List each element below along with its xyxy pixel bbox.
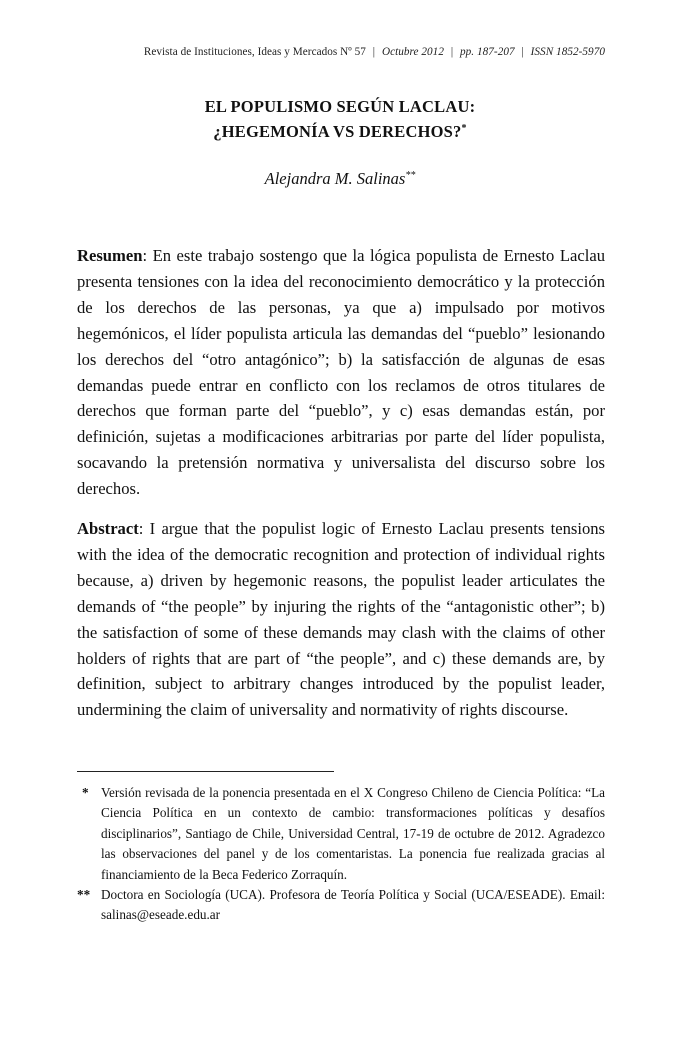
author-name — [0, 169, 680, 189]
footnote-2 — [77, 885, 605, 926]
footnote-marker: * — [82, 785, 89, 800]
title-line-1: EL POPULISMO SEGÚN LACLAU: — [204, 97, 476, 116]
article-title — [0, 96, 680, 143]
resumen-paragraph — [77, 243, 605, 502]
journal-name: Revista de Instituciones, Ideas y Mercados Nº 57 — [143, 46, 366, 58]
header-separator: | — [450, 46, 454, 58]
footnote-1 — [77, 783, 605, 885]
title-footnote-marker[interactable]: * — [461, 123, 467, 134]
footnote-divider — [77, 771, 334, 772]
page-range: pp. 187-207 — [460, 46, 515, 58]
author-footnote-marker[interactable]: ** — [405, 170, 416, 181]
footnote-text: Doctora en Sociología (UCA). Profesora de Teoría Política y Social (UCA/ESEADE). Email: salinas@eseade.edu.ar — [101, 887, 605, 923]
abstract-label: Abstract — [77, 519, 139, 538]
running-header — [0, 46, 605, 58]
footnote-marker: ** — [77, 887, 91, 903]
footnotes — [77, 783, 605, 926]
issue-date: Octubre 2012 — [381, 46, 444, 58]
header-separator: | — [372, 46, 376, 58]
footnote-text: Versión revisada de la ponencia presentada en el X Congreso Chileno de Ciencia Política: “La Ciencia Política en un contexto de cambio: transformaciones políticas y desafíos disciplinarios”, Santiago de Chile, Universidad Central, 17-19 de octubre de 2012. Agradezco las observaciones del panel y de los comentaristas. La ponencia fue realizada gracias al financiamiento de la Beca Federico Zorraquín. — [101, 785, 605, 882]
author-name-text: Alejandra M. Salinas — [264, 169, 406, 188]
resumen-label: Resumen — [77, 246, 143, 265]
abstract-text: : I argue that the populist logic of Ernesto Laclau presents tensions with the idea of the democratic recognition and protection of individual rights because, a) driven by hegemonic reasons, the populist leader articulates the demands of “the people” by injuring the rights of the “antagonistic other”; b) the satisfaction of some of these demands may clash with the claims of other holders of rights that are part of “the people”, and c) these demands are, by definition, subject to arbitrary changes introduced by the populist leader, undermining the claim of universality and normativity of rights discourse. — [77, 519, 605, 720]
abstract-paragraph — [77, 516, 605, 723]
title-line-2-text: ¿HEGEMONÍA VS DERECHOS? — [213, 122, 462, 141]
title-line-2 — [0, 118, 680, 143]
header-separator: | — [521, 46, 524, 58]
resumen-text: : En este trabajo sostengo que la lógica populista de Ernesto Laclau presenta tensiones con la idea del reconocimiento democrático y la protección de los derechos de las personas, ya que a) impulsado por motivos hegemónicos, el líder populista articula las demandas del “pueblo” lesionando los derechos del “otro antagónico”; b) la satisfacción de algunas de esas demandas puede entrar en conflicto con los reclamos de otros titulares de derechos que forman parte del “pueblo”, y c) esas demandas están, por definición, sujetas a modificaciones arbitrarias por parte del líder populista, socavando la pretensión normativa y universalista del discurso sobre los derechos. — [77, 246, 605, 499]
issn: ISSN 1852-5970 — [530, 46, 605, 58]
